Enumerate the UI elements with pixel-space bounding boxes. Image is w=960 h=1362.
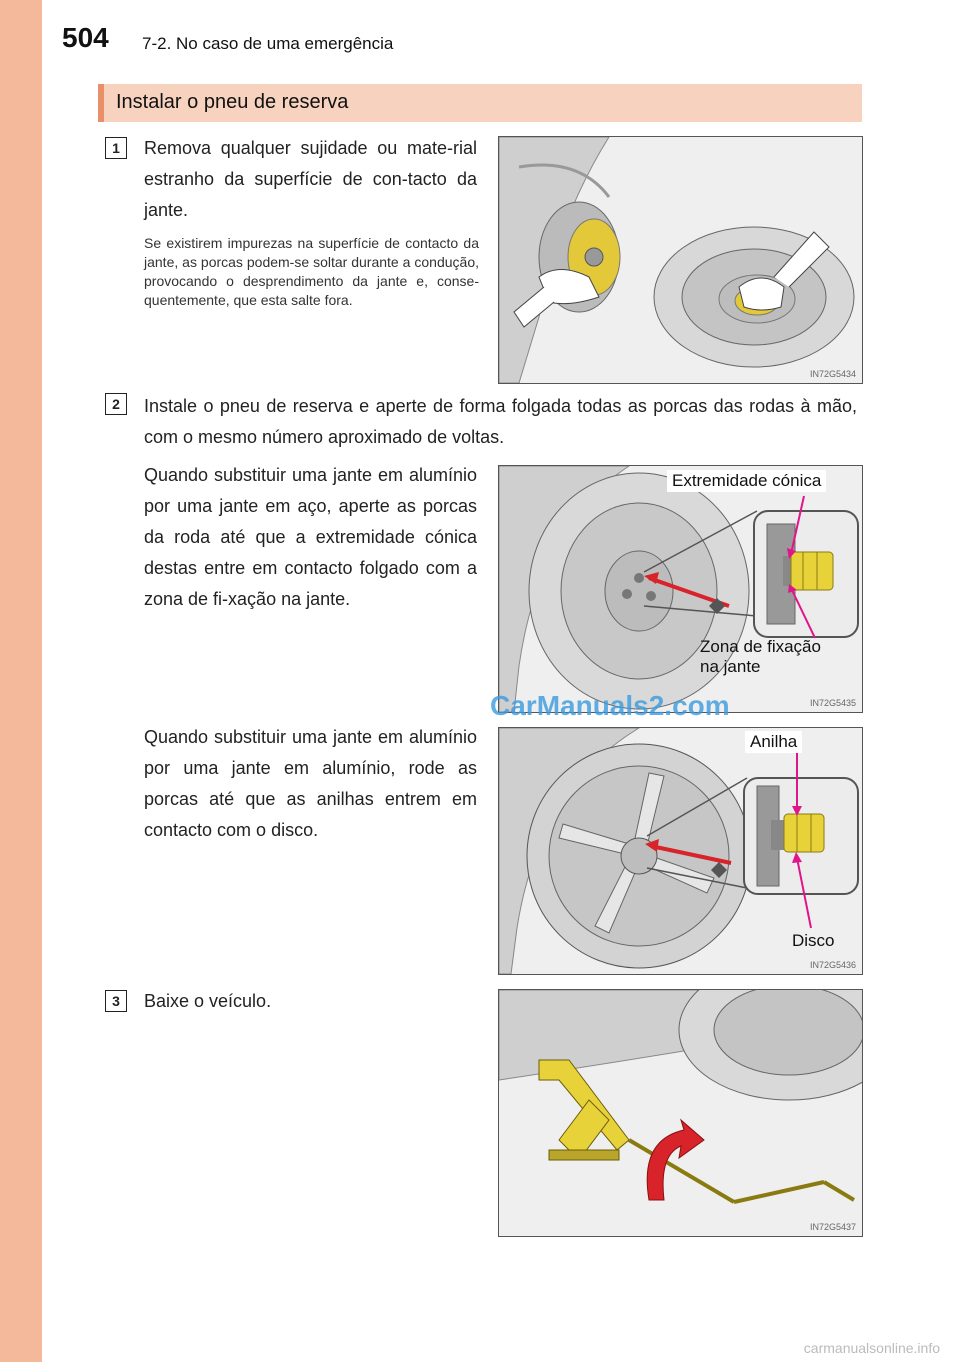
callout-seat-zone <box>695 636 826 678</box>
footer-site[interactable]: carmanualsonline.info <box>803 1340 940 1356</box>
section-title: Instalar o pneu de reserva <box>116 91 349 113</box>
figure-code: IN72G5434 <box>809 369 856 379</box>
step-1-number: 1 <box>105 137 127 159</box>
figure-code: IN72G5435 <box>809 698 856 708</box>
callout-conical-end: Extremidade cónica <box>667 470 826 492</box>
figure-alloy-rim <box>498 727 863 975</box>
step-2-number: 2 <box>105 393 127 415</box>
chapter-title: 7-2. No caso de uma emergência <box>142 34 394 53</box>
step-1-note: Se existirem impurezas na superfície de contacto da jante, as porcas podem-se soltar durante a condução, provocando o desprendimento da jante e, conse-quentemente, que esta salte fora. <box>144 235 479 308</box>
callout-seat-zone-line1: Zona de fixação <box>700 637 821 656</box>
step-1-text: Remova qualquer sujidade ou mate-rial estranho da superfície de con-tacto da jante. <box>144 138 477 220</box>
step-2-alu-text: Quando substituir uma jante em alumínio por uma jante em alumínio, rode as porcas até que as anilhas entrem em contacto com o disco. <box>144 727 477 840</box>
step-2-steel-text: Quando substituir uma jante em alumínio por uma jante em aço, aperte as porcas da roda até que a extremidade cónica destas entre em contacto folgado com a zona de fi-xação na jante. <box>144 465 477 609</box>
callout-washer: Anilha <box>745 731 802 753</box>
page-number: 504 <box>62 22 109 53</box>
step-3-text: Baixe o veículo. <box>144 991 272 1011</box>
figure-code: IN72G5436 <box>809 960 856 970</box>
callout-seat-zone-line2: na jante <box>700 657 761 676</box>
callout-disc: Disco <box>792 931 835 950</box>
step-3-number: 3 <box>105 990 127 1012</box>
figure-clean-hub <box>498 136 863 384</box>
side-color-strip <box>0 0 42 1362</box>
figure-lower-vehicle <box>498 989 863 1237</box>
section-header <box>98 84 862 122</box>
step-2-text: Instale o pneu de reserva e aperte de forma folgada todas as porcas das rodas à mão, com o mesmo número aproximado de voltas. <box>144 396 857 447</box>
section-header-mark <box>98 84 104 122</box>
watermark: CarManuals2.com <box>490 690 730 721</box>
figure-steel-rim <box>498 465 863 713</box>
figure-code: IN72G5437 <box>809 1222 856 1232</box>
